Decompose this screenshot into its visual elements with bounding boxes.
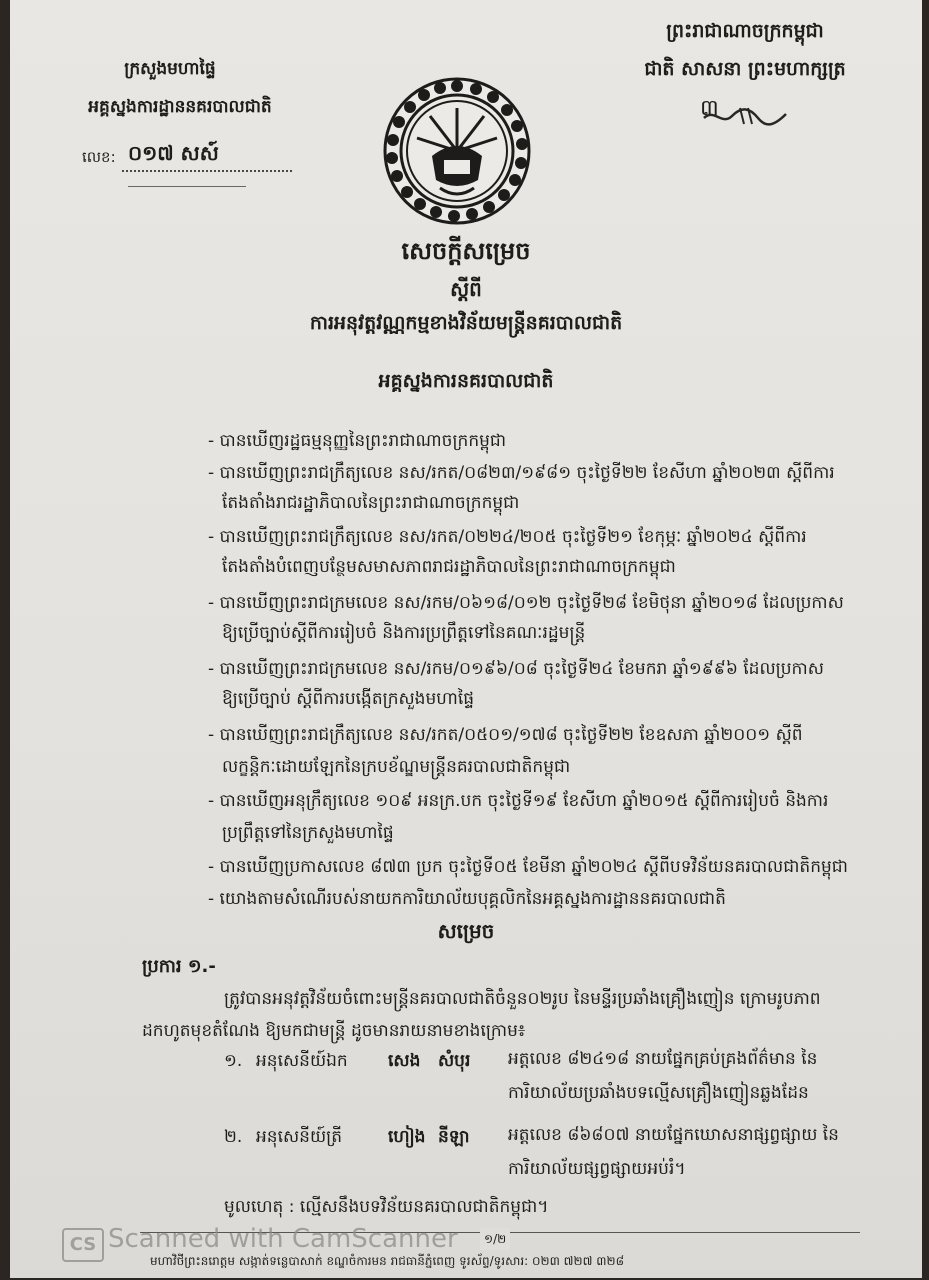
ministry-name: ក្រសួងមហាផ្ទៃ [124, 59, 216, 79]
person-given-name: នីឡា [438, 1127, 470, 1147]
reference-underline [128, 186, 246, 187]
page-number: ១/២ [480, 1228, 510, 1250]
article-body-line: ត្រូវបានអនុវត្តវិន័យចំពោះមន្ត្រីនគរបាលជាតិចំនួន០២រូប នៃមន្ទីរប្រឆាំងគ្រឿងញៀន ក្រោមរូបភាព [224, 989, 821, 1009]
person-detail-line: ការិយាល័យប្រឆាំងបទល្មើសគ្រឿងញៀនឆ្លងដែន [508, 1083, 809, 1103]
person-number: ១. [224, 1051, 243, 1071]
visa-line-continued: ឱ្យប្រើច្បាប់ស្ដីពីការរៀបចំ និងការប្រព្រឹត្តទៅនៃគណៈរដ្ឋមន្ត្រី [222, 623, 586, 643]
reference-label: លេខ: [82, 148, 116, 166]
visa-line-continued: ប្រព្រឹត្តទៅនៃក្រសួងមហាផ្ទៃ [222, 823, 394, 843]
person-detail-line: អត្តលេខ ៨២៤១៨ នាយផ្នែកគ្រប់គ្រងព័ត៌មាន នៃ [508, 1049, 818, 1069]
visa-line: - បានឃើញព្រះរាជក្រមលេខ នស/រកម/០១៩៦/០៨ ចុះថ្ងៃទី២៤ ខែមករា ឆ្នាំ១៩៩៦ ដែលប្រកាស [208, 659, 824, 679]
decision-heading: សម្រេច [437, 919, 495, 943]
national-motto: ជាតិ សាសនា ព្រះមហាក្សត្រ [644, 58, 846, 80]
reference-number: ០១៧ សស៍ [128, 141, 219, 165]
reason-line: មូលហេតុ : ល្មើសនឹងបទវិន័យនគរបាលជាតិកម្ពុជា។ [224, 1197, 549, 1217]
kingdom-title: ព្រះរាជាណាចក្រកម្ពុជា [666, 20, 824, 42]
person-rank: អនុសេនីយ៍ឯក [256, 1051, 348, 1071]
person-surname: សេង [388, 1051, 421, 1071]
visa-line: - បានឃើញអនុក្រឹត្យលេខ ១០៩ អនក្រ.បក ចុះថ្ងៃទី១៩ ខែសីហា ឆ្នាំ២០១៥ ស្ដីពីការរៀបចំ និងការ [208, 791, 829, 811]
visa-line-continued: តែងតាំងបំពេញបន្ថែមសមាសភាពរាជរដ្ឋាភិបាលនៃព្រះរាជាណាចក្រកម្ពុជា [222, 557, 676, 577]
visa-line-continued: លក្ខន្តិកៈដោយឡែកនៃក្របខ័ណ្ឌមន្ត្រីនគរបាលជាតិកម្ពុជា [222, 757, 571, 777]
person-number: ២. [224, 1127, 243, 1147]
reference-dotted-line [122, 170, 292, 172]
motto-flourish: ៣ [700, 96, 721, 121]
visa-line: - បានឃើញប្រកាសលេខ ៨៧៣ ប្រក ចុះថ្ងៃទី០៥ ខែមីនា ឆ្នាំ២០២៤ ស្ដីពីបទវិន័យនគរបាលជាតិកម្ពុជា [208, 857, 848, 877]
visa-line: - បានឃើញព្រះរាជក្រមលេខ នស/រកម/០៦១៨/០១២ ចុះថ្ងៃទី២៨ ខែមិថុនា ឆ្នាំ២០១៨ ដែលប្រកាស [208, 593, 844, 613]
article-label: ប្រការ ១.- [142, 956, 216, 977]
visa-line: - បានឃើញព្រះរាជក្រឹត្យលេខ នស/រកត/០៨២៣/១៩៨១ ចុះថ្ងៃទី២២ ខែសីហា ឆ្នាំ២០២៣ ស្ដីពីការ [208, 463, 835, 483]
issuer-heading: អគ្គស្នងការនគរបាលជាតិ [378, 370, 554, 392]
scanner-watermark: Scanned with CamScanner [108, 1224, 458, 1254]
person-surname: ហៀង [388, 1127, 426, 1147]
person-rank: អនុសេនីយ៍ត្រី [256, 1127, 342, 1147]
visa-line: - បានឃើញរដ្ឋធម្មនុញ្ញនៃព្រះរាជាណាចក្រកម្ពុជា [208, 431, 507, 451]
document-title: សេចក្ដីសម្រេច [401, 237, 531, 265]
ornament-icon [700, 104, 790, 128]
camscanner-logo-icon: CS [62, 1228, 104, 1262]
person-given-name: សំបុរ [438, 1051, 471, 1071]
document-page [10, 0, 922, 1278]
person-detail-line: ការិយាល័យផ្សព្វផ្សាយអប់រំ។ [508, 1159, 686, 1179]
police-emblem-icon [382, 76, 532, 226]
person-detail-line: អត្តលេខ ៨៦៨០៧ នាយផ្នែកឃោសនាផ្សព្វផ្សាយ នៃ [508, 1125, 839, 1145]
visa-line: - បានឃើញព្រះរាជក្រឹត្យលេខ នស/រកត/០៥០១/១៧៨ ចុះថ្ងៃទី២២ ខែឧសភា ឆ្នាំ២០០១ ស្ដីពី [208, 725, 803, 745]
department-name: អគ្គស្នងការដ្ឋាននគរបាលជាតិ [88, 97, 272, 117]
about-heading: ស្ដីពី [450, 277, 482, 301]
footer-address: មហាវិថីព្រះនរោត្តម សង្កាត់ទន្លេបាសាក់ ខណ្ឌចំការមន រាជធានីភ្នំពេញ ទូរស័ព្ទ/ទូរសារ: ០២៣ ៧២៧ ៣២៨ [150, 1254, 625, 1268]
visa-line-continued: ឱ្យប្រើច្បាប់ ស្ដីពីការបង្កើតក្រសួងមហាផ្ទៃ [222, 689, 475, 709]
visa-line: - យោងតាមសំណើរបស់នាយកការិយាល័យបុគ្គលិកនៃអគ្គស្នងការដ្ឋាននគរបាលជាតិ [208, 889, 726, 909]
article-body-line: ដកហូតមុខតំណែង ឱ្យមកជាមន្ត្រី ដូចមានរាយនាមខាងក្រោម៖ [142, 1021, 526, 1041]
visa-line: - បានឃើញព្រះរាជក្រឹត្យលេខ នស/រកត/០២២៤/២០៥ ចុះថ្ងៃទី២១ ខែកុម្ភៈ ឆ្នាំ២០២៤ ស្ដីពីការ [208, 527, 807, 547]
subject-heading: ការអនុវត្តវណ្ណកម្មខាងវិន័យមន្ត្រីនគរបាលជាតិ [309, 312, 623, 334]
visa-line-continued: តែងតាំងរាជរដ្ឋាភិបាលនៃព្រះរាជាណាចក្រកម្ពុជា [222, 493, 520, 513]
